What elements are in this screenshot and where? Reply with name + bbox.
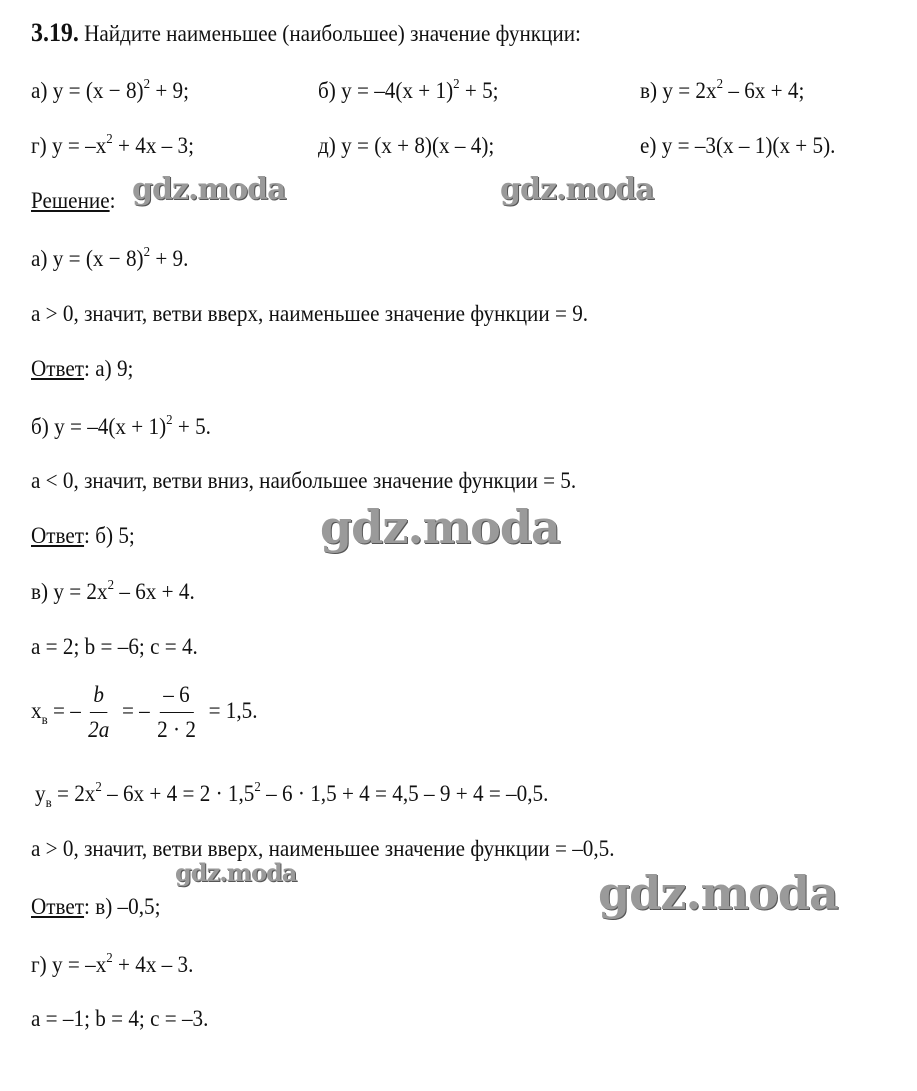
solution-v-coefficients: a = 2; b = –6; c = 4. — [31, 634, 198, 659]
solution-v-equation: в) $y = 2x^2 - 6x + 4$. — [31, 578, 195, 604]
solution-a-text: a > 0, значит, ветви вверх, наименьшее значение функции = 9. — [31, 301, 589, 326]
task-d: д) y = (x + 8)(x – 4); — [318, 133, 495, 158]
solution-a-equation: а) $y = (x - 8)^2 + 9$. — [31, 245, 189, 271]
solution-v-text: a > 0, значит, ветви вверх, наименьшее значение функции = –0,5. — [31, 836, 615, 861]
watermark: gdz.moda — [175, 858, 297, 887]
solution-b-text: a < 0, значит, ветви вниз, наибольшее значение функции = 5. — [31, 468, 577, 493]
solution-heading: Решение: — [31, 188, 116, 213]
watermark: gdz.moda — [598, 866, 838, 920]
problem-title: 3.19. Найдите наименьшее (наибольшее) значение функции: — [31, 18, 581, 47]
task-a: а) $y = (x - 8)^2 + 9$; — [31, 77, 190, 103]
answer-b: Ответ: б) 5; — [31, 523, 135, 548]
task-e: е) y = –3(x – 1)(x + 5). — [640, 133, 836, 158]
solution-g-equation: г) $y = -x^2 + 4x - 3$. — [31, 951, 194, 977]
vertex-x-formula: $x_в$ = – $\frac{b}{2a}$ = – $\frac{- 6}{2 \cdot 2}$ = 1,5. — [31, 678, 258, 747]
watermark: gdz.moda — [500, 172, 654, 207]
answer-a: Ответ: а) 9; — [31, 356, 134, 381]
answer-v: Ответ: в) –0,5; — [31, 894, 161, 919]
task-g: г) $y = -x^2 + 4x - 3$; — [31, 132, 195, 158]
solution-g-coefficients: a = –1; b = 4; c = –3. — [31, 1006, 209, 1031]
task-b: б) $y = -4(x + 1)^2 + 5$; — [318, 77, 499, 103]
task-v: в) $y = 2x^2 - 6x + 4$; — [640, 77, 805, 103]
watermark: gdz.moda — [132, 172, 286, 207]
vertex-y-formula: $y_в = 2x^2 - 6x + 4 = 2 \cdot 1,5^2 - 6 \cdot 1,5 + 4 = 4,5 - 9 + 4 = -0,5$. — [35, 780, 549, 811]
solution-b-equation: б) $y = -4(x + 1)^2 + 5$. — [31, 413, 211, 439]
watermark: gdz.moda — [320, 500, 560, 554]
